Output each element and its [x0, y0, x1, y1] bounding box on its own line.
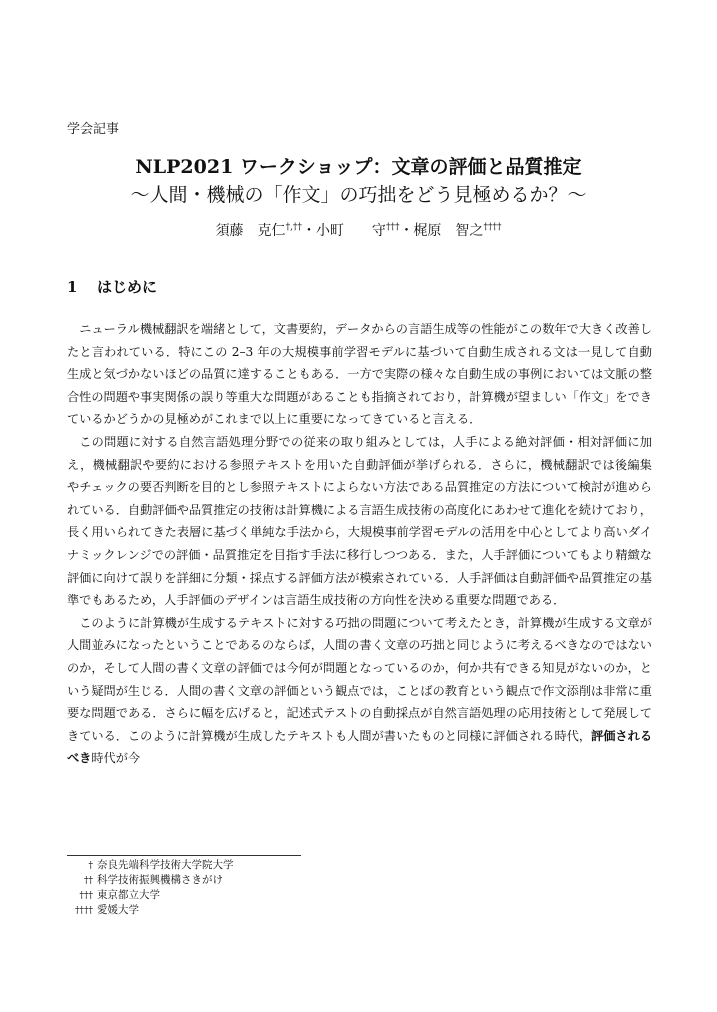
- section-heading: [67, 276, 157, 297]
- section-title: はじめに: [97, 278, 158, 296]
- footnote: [67, 873, 234, 888]
- paragraph-text: 時代が今: [91, 751, 141, 766]
- author-list: [0, 220, 717, 240]
- paragraph: ニューラル機械翻訳を端緒として，文書要約，データからの言語生成等の性能がこの数年で大きく改善したと言われている．特にこの 2–3 年の大規模事前学習モデルに基づいて自動生成される文は一見して自動生成と気づかないほどの品質に達することもある．一方で実際の様々な自動生成の事例においては文脈の整合性の問題や事実関係の誤り等重大な問題があることも指摘されており，計算機が望ましい「作文」をできているかどうかの見極めがこれまで以上に重要になってきていると言える．: [67, 322, 652, 427]
- footnote-text: 愛媛大学: [97, 904, 139, 916]
- author-name: 小町 守: [315, 223, 386, 239]
- paragraph: [67, 612, 652, 770]
- author-name: 梶原 智之: [413, 223, 484, 239]
- paper-title: NLP2021 ワークショップ：文章の評価と品質推定: [135, 156, 582, 178]
- author-separator: ・: [301, 223, 316, 239]
- footnote-mark: ††: [84, 876, 93, 886]
- footnote-mark: †: [88, 861, 93, 871]
- paragraph: この問題に対する自然言語処理分野での従来の取り組みとしては，人手による絶対評価・相対評価に加え，機械翻訳や要約における参照テキストを用いた自動評価が挙げられる．さらに，機械翻訳では後編集やチェックの要否判断を目的とし参照テキストによらない方法である品質推定の方法について検討が進められている．自動評価や品質推定の技術は計算機による言語生成技術の高度化にあわせて進化を続けており，長く用いられてきた表層に基づく単純な手法から，大規模事前学習モデルの活用を中心としてより高いダイナミックレンジでの評価・品質推定を目指す手法に移行しつつある．また，人手評価についてもより精緻な評価に向けて誤りを詳細に分類・採点する評価方法が模索されている．人手評価は自動評価や品質推定の基準でもあるため，人手評価のデザインは言語生成技術の方向性を決める重要な問題である．: [67, 434, 652, 608]
- author-separator: ・: [399, 223, 414, 239]
- author-affiliation-mark: †,††: [285, 222, 302, 233]
- footnote: [67, 858, 234, 873]
- footnote-text: 奈良先端科学技術大学院大学: [97, 859, 234, 871]
- footnote: [67, 903, 234, 918]
- footnote-text: 科学技術振興機構さきがけ: [97, 874, 223, 886]
- footnote: [67, 888, 234, 903]
- author-affiliation-mark: †††: [385, 222, 400, 233]
- footnote-text: 東京都立大学: [97, 889, 160, 901]
- footnote-mark: ††††: [75, 906, 93, 916]
- paper-subtitle: ～人間・機械の「作文」の巧拙をどう見極めるか？～: [130, 184, 587, 206]
- emphasized-text: 評価されるべき: [67, 728, 653, 766]
- author-name: 須藤 克仁: [215, 223, 286, 239]
- author-affiliation-mark: ††††: [483, 222, 502, 233]
- body-text: [67, 318, 652, 770]
- article-category: 学会記事: [67, 122, 120, 137]
- section-number: 1: [67, 278, 78, 296]
- footnotes: [67, 858, 234, 918]
- footnote-divider: [67, 855, 301, 856]
- footnote-mark: †††: [79, 891, 93, 901]
- paragraph-text: このように計算機が生成するテキストに対する巧拙の問題について考えたとき，計算機が生成する文章が人間並みになったということであるのならば，人間の書く文章の巧拙と同じように考えるべきなのではないのか，そして人間の書く文章の評価では今何が問題となっているのか，何か共有できる知見がないのか，という疑問が生じる．人間の書く文章の評価という観点では，ことばの教育という観点で作文添削は非常に重要な問題である．さらに幅を広げると，記述式テストの自動採点が自然言語処理の応用技術として発展してきている．このように計算機が生成したテキストも人間が書いたものと同様に評価される時代，: [67, 615, 652, 743]
